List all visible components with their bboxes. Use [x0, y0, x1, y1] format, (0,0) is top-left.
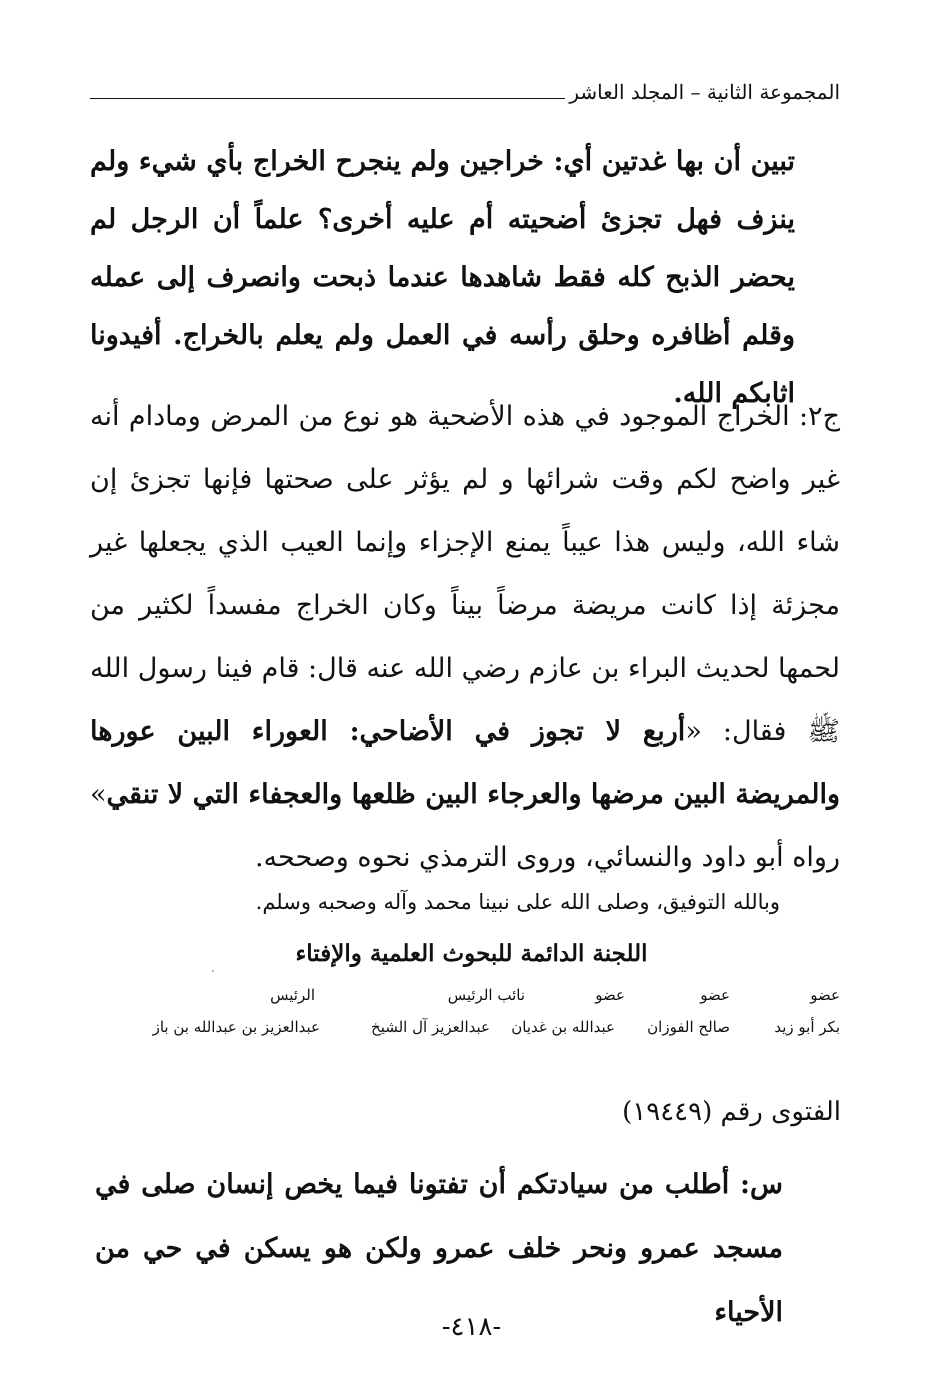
member-name: صالح الفوزان — [647, 1018, 730, 1036]
page-number: -٤١٨- — [441, 1312, 502, 1342]
member-role: عضو — [810, 986, 840, 1004]
margin-mark — [212, 970, 214, 972]
answer-1-text: ج٢: الخراج الموجود في هذه الأضحية هو نوع من المرض ومادام أنه غير واضح لكم وقت شرائها و لم يؤثر على صحتها فإنها تجزئ إن شاء الله، وليس هذا عيباً يمنع الإجزاء وإنما العيب الذي يجعلها غير مجزئة إذا كانت مريضة مرضاً بيناً وكان الخراج مفسداً لكثير من لحمها لحديث البراء بن عازم رضي الله عنه قال: قام فينا رسول الله ﷺ فقال: « — [90, 401, 840, 747]
signature-roles-row — [140, 986, 840, 1008]
running-header — [90, 80, 840, 110]
header-title: المجموعة الثانية – المجلد العاشر — [569, 80, 840, 104]
member-name: بكر أبو زيد — [774, 1018, 840, 1036]
member-role: الرئيس — [270, 986, 315, 1004]
member-role: نائب الرئيس — [447, 986, 525, 1004]
member-name: عبدالله بن غديان — [511, 1018, 615, 1036]
closing-prayer: وبالله التوفيق، وصلى الله على نبينا محمد وآله وصحبه وسلم. — [255, 890, 780, 914]
answer-1 — [90, 385, 840, 889]
member-role: عضو — [700, 986, 730, 1004]
question-1-text: تبين أن بها غدتين أي: خراجين ولم ينجرح الخراج بأي شيء ولم ينزف فهل تجزئ أضحيته أم عليه أخرى؟ علماً أن الرجل لم يحضر الذبح كله فقط شاهدها عندما ذبحت وانصرف إلى عمله وقلم أظافره وحلق رأسه في العمل ولم يعلم بالخراج. أفيدونا اثابكم الله. — [90, 146, 795, 409]
member-role: عضو — [595, 986, 625, 1004]
fatwa-number: الفتوى رقم (١٩٤٤٩) — [622, 1097, 841, 1127]
signature-names-row — [140, 1018, 840, 1042]
answer-1-citation: » رواه أبو داود والنسائي، وروى الترمذي نحوه وصححه. — [90, 779, 840, 873]
committee-title: اللجنة الدائمة للبحوث العلمية والإفتاء — [295, 940, 648, 967]
member-name: عبدالعزيز آل الشيخ — [371, 1018, 490, 1036]
header-rule — [90, 98, 565, 99]
question-2-text: س: أطلب من سيادتكم أن تفتونا فيما يخص إنسان صلى في مسجد عمرو ونحر خلف عمرو ولكن هو يسكن في حي من الأحياء — [95, 1169, 783, 1328]
member-name: عبدالعزيز بن عبدالله بن باز — [152, 1018, 320, 1036]
hadith-quote: أربع لا تجوز في الأضاحي: العوراء البين عورها والمريضة البين مرضها والعرجاء البين ظلعها والعجفاء التي لا تنقي — [90, 716, 840, 810]
